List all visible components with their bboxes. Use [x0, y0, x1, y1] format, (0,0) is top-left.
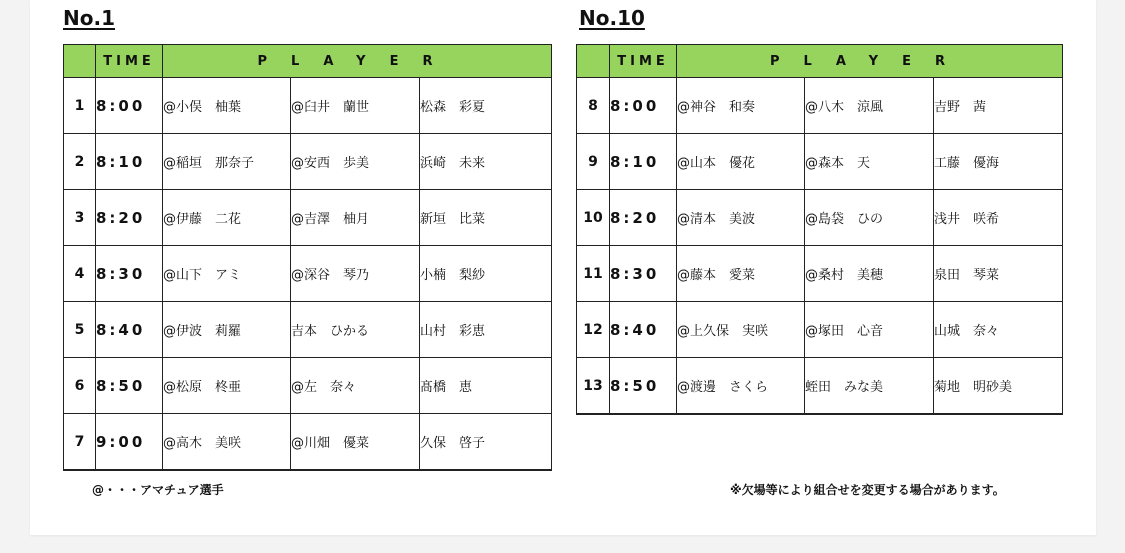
player-name: @森本 天: [805, 134, 934, 190]
player-name: @稲垣 那奈子: [163, 134, 291, 190]
table-row: [64, 302, 552, 358]
row-number: 5: [64, 302, 96, 358]
time-header: TIME: [610, 45, 677, 78]
row-number: 12: [577, 302, 610, 358]
tee-time: 8:00: [610, 78, 677, 134]
tee-time: 8:30: [610, 246, 677, 302]
row-number: 11: [577, 246, 610, 302]
table-row: [577, 358, 1063, 415]
player-name: 新垣 比菜: [420, 190, 552, 246]
row-number: 3: [64, 190, 96, 246]
table-row: [577, 78, 1063, 134]
tee-time: 8:20: [96, 190, 163, 246]
table-row: [577, 302, 1063, 358]
tee-time: 8:10: [96, 134, 163, 190]
player-name: @藤本 愛菜: [677, 246, 805, 302]
time-header: TIME: [96, 45, 163, 78]
tee-time: 9:00: [96, 414, 163, 471]
row-number: 2: [64, 134, 96, 190]
player-name: @八木 涼風: [805, 78, 934, 134]
player-name: @渡邊 さくら: [677, 358, 805, 415]
tee-time: 8:30: [96, 246, 163, 302]
player-name: 山城 奈々: [934, 302, 1063, 358]
table-row: [577, 190, 1063, 246]
row-number: 8: [577, 78, 610, 134]
player-name: @臼井 蘭世: [291, 78, 420, 134]
player-name: @桑村 美穂: [805, 246, 934, 302]
player-name: 浅井 咲希: [934, 190, 1063, 246]
amateur-note: @・・・アマチュア選手: [92, 483, 224, 497]
player-name: 泉田 琴菜: [934, 246, 1063, 302]
player-header: PLAYER: [677, 45, 1063, 78]
player-name: @伊波 莉羅: [163, 302, 291, 358]
player-name: @清本 美波: [677, 190, 805, 246]
table-row: [64, 190, 552, 246]
player-name: @神谷 和奏: [677, 78, 805, 134]
player-name: @上久保 実咲: [677, 302, 805, 358]
row-number: 13: [577, 358, 610, 415]
tee-time: 8:40: [610, 302, 677, 358]
player-name: @松原 柊亜: [163, 358, 291, 414]
player-name: 小楠 梨紗: [420, 246, 552, 302]
tee-time: 8:40: [96, 302, 163, 358]
player-name: 山村 彩恵: [420, 302, 552, 358]
table-body: [64, 78, 552, 471]
table-row: [64, 246, 552, 302]
player-name: 松森 彩夏: [420, 78, 552, 134]
row-number: 6: [64, 358, 96, 414]
change-note: ※欠場等により組合せを変更する場合があります。: [730, 483, 1005, 497]
index-header: [64, 45, 96, 78]
table-row: [64, 414, 552, 471]
player-name: @伊藤 二花: [163, 190, 291, 246]
table-body: [577, 78, 1063, 415]
player-name: 蛭田 みな美: [805, 358, 934, 415]
row-number: 7: [64, 414, 96, 471]
player-name: @高木 美咲: [163, 414, 291, 471]
player-name: 久保 啓子: [420, 414, 552, 471]
pairing-table-no10: [576, 44, 1063, 415]
player-header: PLAYER: [163, 45, 552, 78]
player-name: @島袋 ひの: [805, 190, 934, 246]
player-name: @吉澤 柚月: [291, 190, 420, 246]
player-name: @塚田 心音: [805, 302, 934, 358]
player-name: 菊地 明砂美: [934, 358, 1063, 415]
table-row: [64, 78, 552, 134]
tee-time: 8:50: [96, 358, 163, 414]
table-row: [577, 134, 1063, 190]
player-name: 工藤 優海: [934, 134, 1063, 190]
schedule-card: [30, 0, 1096, 535]
table-row: [64, 358, 552, 414]
index-header: [577, 45, 610, 78]
player-name: @山下 アミ: [163, 246, 291, 302]
table-header-row: [577, 45, 1063, 78]
tee-time: 8:00: [96, 78, 163, 134]
player-name: @山本 優花: [677, 134, 805, 190]
player-name: 浜崎 未来: [420, 134, 552, 190]
tee-time: 8:10: [610, 134, 677, 190]
section-title-no1: No.1: [63, 6, 115, 30]
player-name: @小俣 柚葉: [163, 78, 291, 134]
tee-time: 8:20: [610, 190, 677, 246]
player-name: @左 奈々: [291, 358, 420, 414]
table-row: [577, 246, 1063, 302]
section-title-no10: No.10: [579, 6, 645, 30]
player-name: 吉本 ひかる: [291, 302, 420, 358]
player-name: @深谷 琴乃: [291, 246, 420, 302]
table-row: [64, 134, 552, 190]
tee-time: 8:50: [610, 358, 677, 415]
row-number: 1: [64, 78, 96, 134]
player-name: 吉野 茜: [934, 78, 1063, 134]
row-number: 10: [577, 190, 610, 246]
pairing-table-no1: [63, 44, 552, 471]
row-number: 9: [577, 134, 610, 190]
row-number: 4: [64, 246, 96, 302]
table-header-row: [64, 45, 552, 78]
player-name: @川畑 優菜: [291, 414, 420, 471]
player-name: 髙橋 恵: [420, 358, 552, 414]
player-name: @安西 歩美: [291, 134, 420, 190]
